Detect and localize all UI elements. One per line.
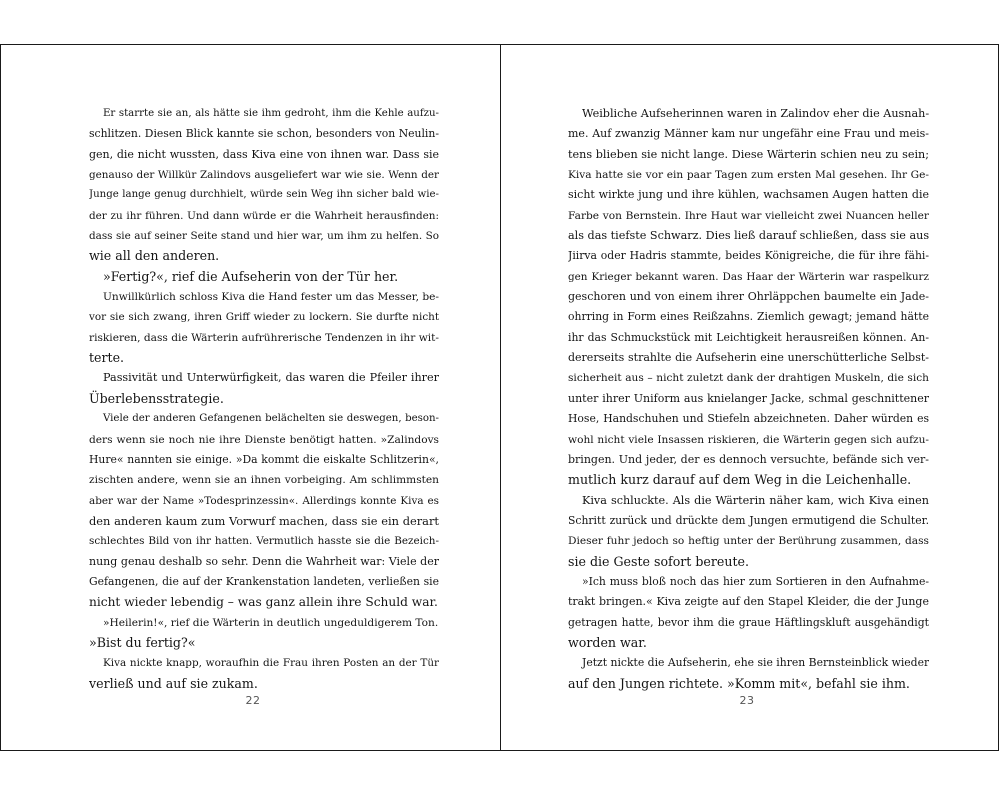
text-line: terte.: [89, 350, 125, 366]
text-line: gen Krieger bekannt waren. Das Haar der Wärterin war raspelkurz: [568, 270, 929, 283]
text-line: den anderen kaum zum Vorwurf machen, dass sie ein derart: [89, 513, 439, 528]
text-line: Kiva nickte knapp, woraufhin die Frau ihren Posten an der Tür: [103, 657, 439, 670]
text-line: geschoren und von einem ihrer Ohrläppchen baumelte ein Jade-: [568, 290, 929, 304]
text-line: »Fertig?«, rief die Aufseherin von der Tür her.: [103, 268, 399, 284]
text-line: tens blieben sie nicht lange. Diese Wärterin schien neu zu sein;: [568, 147, 929, 161]
text-line: bringen. Und jeder, der es dennoch versuchte, befände sich ver-: [568, 452, 929, 466]
right-page: [501, 45, 1000, 750]
right-page-number: 23: [739, 694, 755, 707]
text-line: getragen hatte, bevor ihm die graue Häftlingskluft ausgehändigt: [568, 615, 929, 629]
text-line: Hose, Handschuhen und Stiefeln abzeichneten. Daher würden es: [568, 412, 929, 426]
text-line: Hure« nannten sie einige. »Da kommt die eiskalte Schlitzerin«,: [89, 452, 439, 466]
right-page-text: [568, 104, 929, 694]
text-line: Kiva schluckte. Als die Wärterin näher kam, wich Kiva einen: [582, 493, 929, 507]
text-line: me. Auf zwanzig Männer kam nur ungefähr eine Frau und meis-: [568, 127, 929, 141]
text-line: Farbe von Bernstein. Ihre Haut war vielleicht zwei Nuancen heller: [568, 209, 929, 222]
left-page-text: [89, 104, 439, 694]
text-line: nung genau deshalb so sehr. Denn die Wahrheit war: Viele der: [89, 554, 439, 568]
text-line: verließ und auf sie zukam.: [89, 675, 258, 691]
text-line: worden war.: [568, 634, 647, 650]
book-spread: [0, 44, 999, 751]
text-line: Schritt zurück und drückte dem Jungen ermutigend die Schulter.: [568, 513, 929, 527]
text-line: Kiva hatte sie vor ein paar Tagen zum ersten Mal gesehen. Ihr Ge-: [568, 169, 929, 182]
text-line: zischten andere, wenn sie an ihnen vorbeiging. Am schlimmsten: [89, 474, 439, 487]
text-line: trakt bringen.« Kiva zeigte auf den Stapel Kleider, die der Junge: [568, 595, 929, 609]
text-line: Junge lange genug durchhielt, würde sein Weg ihn sicher bald wie-: [89, 189, 439, 201]
text-line: Jiirva oder Hadris stammte, beides Königreiche, die für ihre fähi-: [568, 249, 929, 263]
text-line: vor sie sich zwang, ihren Griff wieder zu lockern. Sie durfte nicht: [89, 311, 439, 324]
text-line: ohrring in Form eines Reißzahns. Ziemlich gewagt; jemand hätte: [568, 310, 929, 324]
text-line: sicht wirkte jung und ihre kühlen, wachsamen Augen hatten die: [568, 188, 929, 202]
text-line: nicht wieder lebendig – was ganz allein ihre Schuld war.: [89, 595, 438, 610]
left-page-number: 22: [245, 694, 261, 707]
text-line: wie all den anderen.: [89, 248, 220, 264]
text-line: schlitzen. Diesen Blick kannte sie schon, besonders von Neulin-: [89, 127, 439, 141]
text-line: Jetzt nickte die Aufseherin, ehe sie ihren Bernsteinblick wieder: [582, 656, 929, 670]
text-line: genauso der Willkür Zalindovs ausgeliefert war wie sie. Wenn der: [89, 169, 439, 182]
text-line: gen, die nicht wussten, dass Kiva eine von ihnen war. Dass sie: [89, 147, 439, 161]
text-line: schlechtes Bild von ihr hatten. Vermutlich hasste sie die Bezeich-: [89, 535, 439, 548]
text-line: »Bist du fertig?«: [89, 634, 196, 650]
text-line: Viele der anderen Gefangenen belächelten sie deswegen, beson-: [103, 413, 439, 425]
text-line: aber war der Name »Todesprinzessin«. Allerdings konnte Kiva es: [89, 494, 439, 507]
text-line: dass sie auf seiner Seite stand und hier war, um ihm zu helfen. So: [89, 230, 439, 243]
text-line: der zu ihr führen. Und dann würde er die Wahrheit herausfinden:: [89, 209, 439, 222]
text-line: Passivität und Unterwürfigkeit, das waren die Pfeiler ihrer: [103, 371, 439, 385]
text-line: Unwillkürlich schloss Kiva die Hand fester um das Messer, be-: [103, 291, 439, 304]
left-page: [1, 45, 500, 750]
text-line: ihr das Schmuckstück mit Leichtigkeit herausreißen können. An-: [568, 330, 929, 344]
text-line: sicherheit aus – nicht zuletzt dank der drahtigen Muskeln, die sich: [568, 372, 929, 385]
text-line: als das tiefste Schwarz. Dies ließ darauf schließen, dass sie aus: [568, 229, 929, 243]
text-line: Er starrte sie an, als hätte sie ihm gedroht, ihm die Kehle aufzu-: [103, 108, 439, 119]
text-line: dererseits strahlte die Aufseherin eine unerschütterliche Selbst-: [568, 351, 929, 365]
text-line: Dieser fuhr jedoch so heftig unter der Berührung zusammen, dass: [568, 535, 929, 548]
text-line: auf den Jungen richtete. »Komm mit«, befahl sie ihm.: [568, 675, 910, 691]
text-line: »Ich muss bloß noch das hier zum Sortieren in den Aufnahme-: [582, 574, 929, 588]
text-line: ders wenn sie noch nie ihre Dienste benötigt hatten. »Zalindovs: [89, 433, 439, 446]
text-line: riskieren, dass die Wärterin aufrührerische Tendenzen in ihr wit-: [89, 331, 439, 344]
text-line: sie die Geste sofort bereute.: [568, 553, 749, 569]
text-line: Überlebensstrategie.: [89, 390, 224, 406]
text-line: Gefangenen, die auf der Krankenstation landeten, verließen sie: [89, 574, 439, 588]
text-line: »Heilerin!«, rief die Wärterin in deutlich ungeduldigerem Ton.: [103, 616, 439, 629]
text-line: wohl nicht viele Insassen riskieren, die Wärterin gegen sich aufzu-: [568, 433, 929, 446]
text-line: Weibliche Aufseherinnen waren in Zalindov eher die Ausnah-: [582, 107, 929, 120]
text-line: mutlich kurz darauf auf dem Weg in die Leichenhalle.: [568, 472, 912, 488]
text-line: unter ihrer Uniform aus knielanger Jacke, schmal geschnittener: [568, 391, 929, 405]
